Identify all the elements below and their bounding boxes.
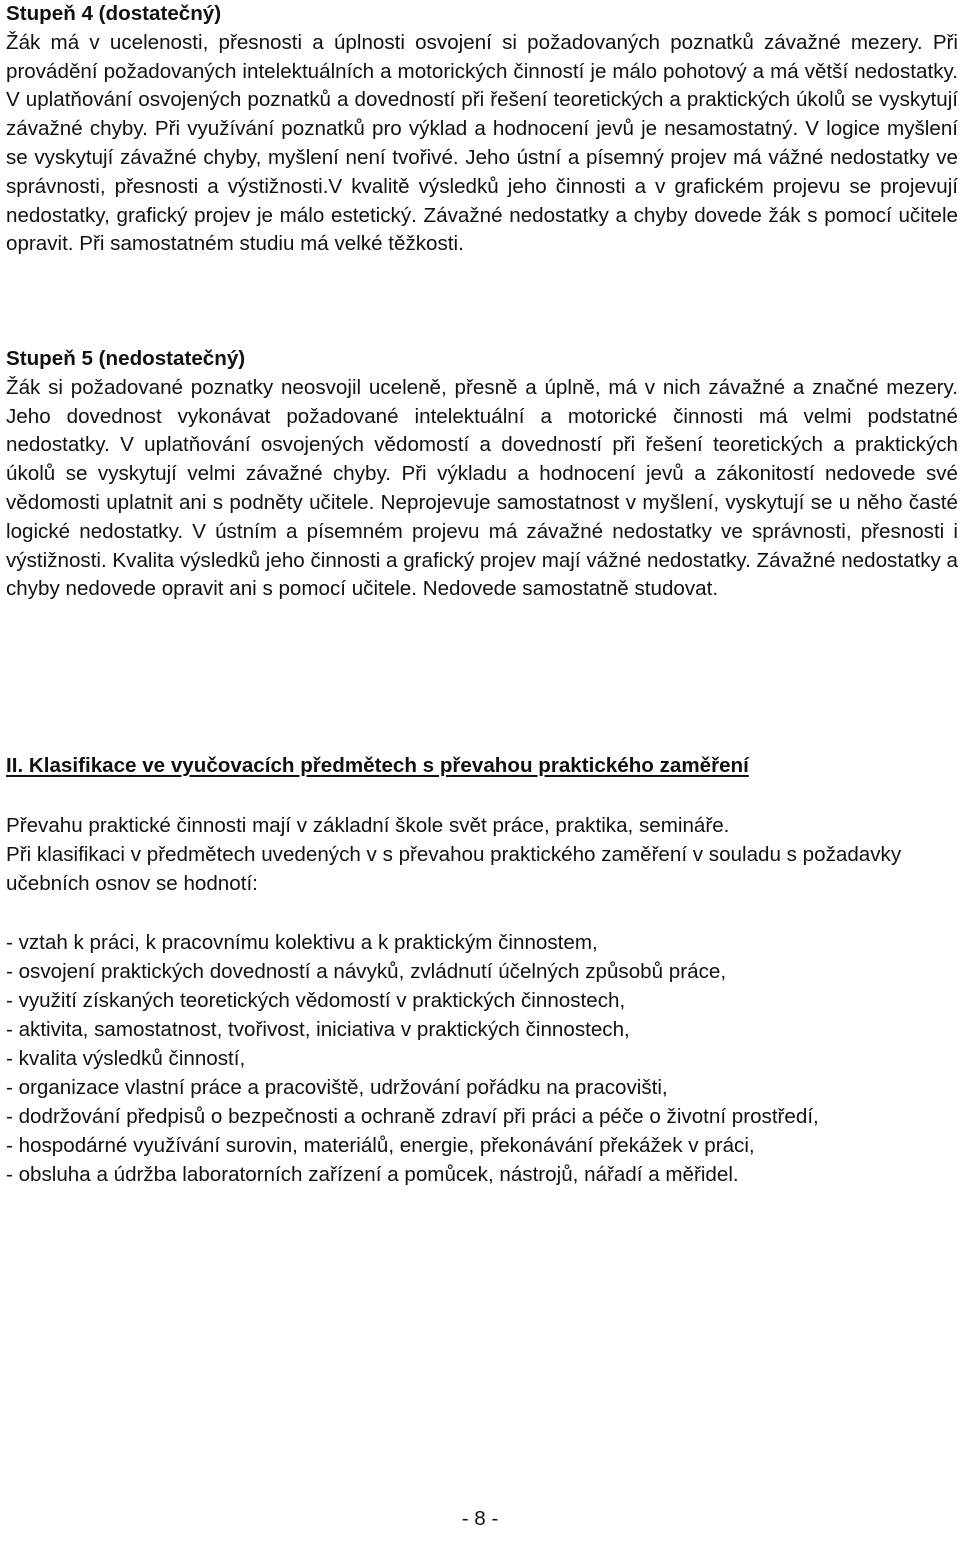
list-item: - hospodárné využívání surovin, materiálů, energie, překonávání překážek v práci,	[6, 1134, 755, 1157]
intro-line-1: Převahu praktické činnosti mají v základní škole svět práce, praktika, semináře.	[6, 814, 730, 837]
grade-5-heading: Stupeň 5 (nedostatečný)	[6, 347, 246, 370]
page-number: - 8 -	[461, 1507, 499, 1530]
section-2-heading: II. Klasifikace ve vyučovacích předmětech s převahou praktického zaměření	[6, 754, 749, 777]
grade-4-section	[6, 0, 958, 259]
practical-subjects-section	[6, 752, 958, 781]
criteria-list	[6, 928, 958, 1189]
list-item: - obsluha a údržba laboratorních zařízení a pomůcek, nástrojů, nářadí a měřidel.	[6, 1163, 739, 1186]
list-item: - osvojení praktických dovedností a návyků, zvládnutí účelných způsobů práce,	[6, 960, 727, 983]
list-item: - využití získaných teoretických vědomostí v praktických činnostech,	[6, 989, 626, 1012]
list-item: - vztah k práci, k pracovnímu kolektivu a k praktickým činnostem,	[6, 931, 598, 954]
list-item: - dodržování předpisů o bezpečnosti a ochraně zdraví při práci a péče o životní prostředí,	[6, 1105, 819, 1128]
grade-5-description: Žák si požadované poznatky neosvojil uceleně, přesně a úplně, má v nich závažné a značné mezery. Jeho dovednost vykonávat požadované intelektuální a motorické činnosti má velmi podstatné nedostatky. V uplatňování osvojených vědomostí a dovedností při řešení teoretických a praktických úkolů se vyskytují velmi závažné chyby. Při výkladu a hodnocení jevů a zákonitostí nedovede své vědomosti uplatnit ani s podněty učitele. Neprojevuje samostatnost v myšlení, vyskytují se u něho časté logické nedostatky. V ústním a písemném projevu má závažné nedostatky ve správnosti, přesnosti i výstižnosti. Kvalita výsledků jeho činnosti a grafický projev mají vážné nedostatky. Závažné nedostatky a chyby nedovede opravit ani s pomocí učitele. Nedovede samostatně studovat.	[6, 375, 958, 601]
list-item: - kvalita výsledků činností,	[6, 1047, 246, 1070]
grade-4-description: Žák má v ucelenosti, přesnosti a úplnosti osvojení si požadovaných poznatků závažné mezery. Při provádění požadovaných intelektuálních a motorických činností je málo pohotový a má větší nedostatky. V uplatňování osvojených poznatků a dovedností při řešení teoretických a praktických úkolů se vyskytují závažné chyby. Při využívání poznatků pro výklad a hodnocení jevů je nesamostatný. V logice myšlení se vyskytují závažné chyby, myšlení není tvořivé. Jeho ústní a písemný projev má vážné nedostatky ve správnosti, přesnosti a výstižnosti.V kvalitě výsledků jeho činnosti a v grafickém projevu se projevují nedostatky, grafický projev je málo estetický. Závažné nedostatky a chyby dovede žák s pomocí učitele opravit. Při samostatném studiu má velké těžkosti.	[6, 30, 958, 256]
evaluation-criteria	[6, 928, 958, 1189]
practical-intro	[6, 812, 958, 898]
grade-5-section	[6, 345, 958, 604]
list-item: - organizace vlastní práce a pracoviště, udržování pořádku na pracovišti,	[6, 1076, 668, 1099]
list-item: - aktivita, samostatnost, tvořivost, iniciativa v praktických činnostech,	[6, 1018, 630, 1041]
intro-line-2: Při klasifikaci v předmětech uvedených v s převahou praktického zaměření v souladu s požadavky učebních osnov se hodnotí:	[6, 842, 902, 895]
grade-4-heading: Stupeň 4 (dostatečný)	[6, 2, 222, 25]
